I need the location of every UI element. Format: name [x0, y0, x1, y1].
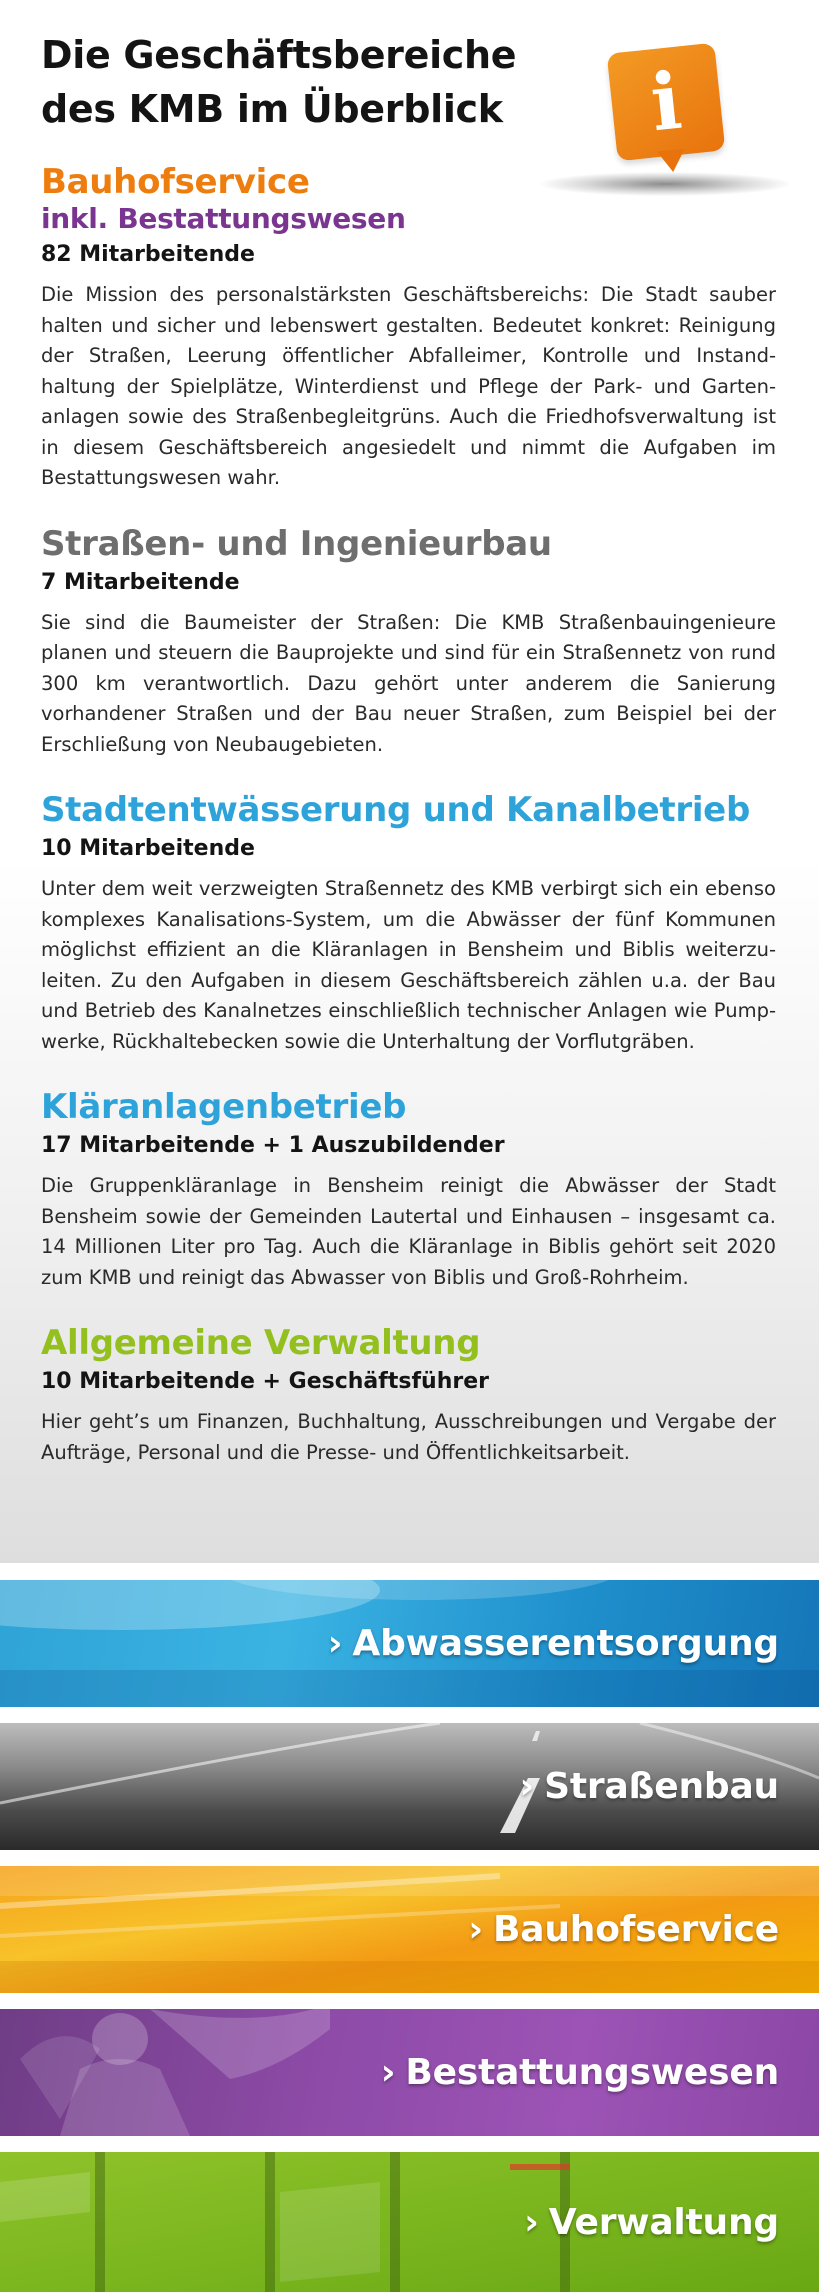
- section-klaeranlagen: [41, 1087, 776, 1293]
- chevron-right-icon: ›: [327, 1623, 343, 1664]
- section-title: Allgemeine Verwaltung: [41, 1323, 481, 1363]
- staff-count: 17 Mitarbeitende + 1 Auszubildender: [41, 1133, 505, 1158]
- section-text: Hier geht’s um Finanzen, Buchhaltung, Ausschreibungen und Vergabe der Aufträge, Personal und die Presse- und Öffentlichkeitsarbeit.: [41, 1410, 776, 1464]
- content-column: [41, 28, 776, 1468]
- banner-strassenbau[interactable]: [0, 1723, 819, 1850]
- banner-abwasserentsorgung[interactable]: [0, 1580, 819, 1707]
- section-title: Stadtentwässerung und Kanalbetrieb: [41, 790, 750, 830]
- section-text: Sie sind die Baumeister der Straßen: Die KMB Straßenbauingenieure planen und steuern die Bauprojekte und sind für ein Straßennetz von rund 300 km verantwortlich. Dazu gehört unter anderem die Sanierung vorhandener Straßen und der Bau neuer Straßen, zum Beispiel bei der Erschließung von Neubaugebieten.: [41, 610, 776, 756]
- section-title: Straßen- und Ingenieurbau: [41, 523, 552, 564]
- section-strassenbau: [41, 524, 776, 761]
- banner-label: [520, 1766, 779, 1807]
- staff-count: 10 Mitarbeitende: [41, 836, 255, 861]
- staff-count: 82 Mitarbeitende: [41, 242, 255, 267]
- section-text: Unter dem weit verzweigten Straßennetz des KMB verbirgt sich ein ebenso komplexes Kanalisations-System, um die Abwässer der fünf Kommunen möglichst effizient an die Kläranlagen in Bensheim und Biblis weiterzuleiten. Zu den Aufgaben in diesem Geschäftsbereich zählen u.a. der Bau und Betrieb des Kanalnetzes einschließlich technischer Anlagen wie Pumpwerke, Rückhaltebecken sowie die Unterhaltung der Vorflutgräben.: [41, 877, 776, 1053]
- info-icon: i: [646, 55, 686, 149]
- section-text: Die Mission des personalstärksten Geschäftsbereichs: Die Stadt sauber halten und sicher und lebenswert gestalten. Bedeutet konkret: Reinigung der Straßen, Leerung öffentlicher Abfalleimer, Kontrolle und Instandhaltung der Spielplätze, Winterdienst und Pflege der Park- und Gartenanlagen sowie des Straßenbegleitgrüns. Auch die Friedhofsverwaltung ist in diesem Geschäftsbereich angesiedelt und nimmt die Aufgaben im Bestattungswesen wahr.: [41, 283, 776, 489]
- section-title: Kläranlagenbetrieb: [41, 1087, 407, 1127]
- chevron-right-icon: ›: [380, 2052, 396, 2093]
- staff-count: 7 Mitarbeitende: [41, 569, 240, 595]
- banner-label: [381, 2052, 779, 2093]
- chevron-right-icon: ›: [524, 2201, 539, 2243]
- section-stadtentwaesserung: [41, 790, 776, 1057]
- banner-bestattungswesen[interactable]: [0, 2009, 819, 2136]
- banner-label-text: Straßenbau: [544, 1766, 779, 1807]
- section-title: Bauhofservice: [41, 162, 310, 202]
- banner-label-text: Abwasserentsorgung: [352, 1623, 779, 1664]
- staff-count: 10 Mitarbeitende + Geschäftsführer: [41, 1369, 489, 1394]
- chevron-right-icon: ›: [468, 1909, 484, 1950]
- chevron-right-icon: ›: [519, 1766, 535, 1807]
- banner-label: [328, 1623, 779, 1664]
- page-title: Die Geschäftsbereiche des KMB im Überblick: [41, 33, 517, 131]
- banner-label-text: Bauhofservice: [493, 1909, 779, 1950]
- section-subtitle: inkl. Bestattungswesen: [41, 202, 406, 235]
- banner-label: [468, 1909, 779, 1950]
- banner-label: [524, 2202, 779, 2243]
- banner-bauhofservice[interactable]: [0, 1866, 819, 1993]
- section-text: Die Gruppenkläranlage in Bensheim reinigt die Abwässer der Stadt Bensheim sowie der Gemeinden Lautertal und Einhausen – insgesamt ca. 14 Millionen Liter pro Tag. Auch die Kläranlage in Biblis gehört seit 2020 zum KMB und reinigt das Abwasser von Biblis und Groß-Rohrheim.: [41, 1174, 776, 1289]
- banner-verwaltung[interactable]: [0, 2152, 819, 2292]
- banner-label-text: Verwaltung: [548, 2201, 779, 2243]
- section-bauhofservice: [41, 162, 776, 494]
- section-verwaltung: [41, 1323, 776, 1468]
- banner-label-text: Bestattungswesen: [405, 2052, 779, 2093]
